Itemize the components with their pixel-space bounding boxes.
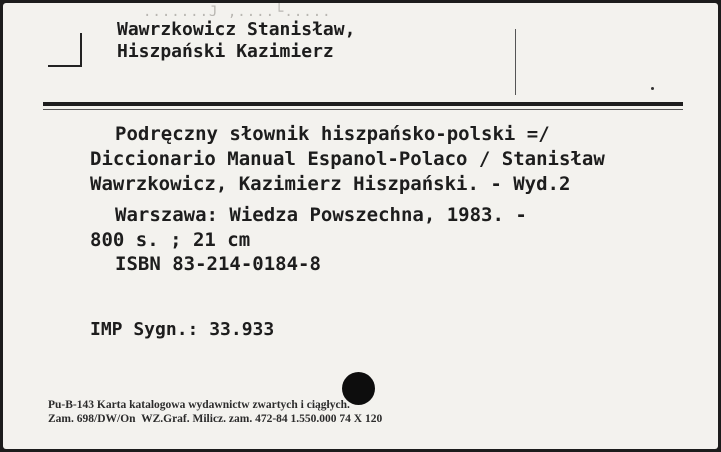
header-corner-mark-vertical (80, 33, 82, 67)
entry-title-line: Podręczny słownik hiszpańsko-polski =/ (115, 123, 550, 145)
entry-isbn: ISBN 83-214-0184-8 (115, 253, 321, 275)
header-divider (515, 29, 516, 95)
ink-dot (651, 87, 654, 90)
call-number: IMP Sygn.: 33.933 (90, 319, 275, 340)
entry-publication-line: Warszawa: Wiedza Powszechna, 1983. - (115, 204, 527, 226)
bleed-through-text: .......J ,....└..... (143, 4, 332, 20)
catalog-card (3, 3, 718, 449)
author-line-2: Hiszpański Kazimierz (117, 41, 334, 62)
header-corner-mark-horizontal (48, 65, 82, 67)
header-rule-thick (43, 102, 683, 106)
entry-physical-description: 800 s. ; 21 cm (90, 229, 251, 251)
entry-parallel-title-line: Diccionario Manual Espanol-Polaco / Stanisław (90, 148, 605, 170)
header-rule-thin (43, 109, 683, 110)
footer-printer-line-2: Zam. 698/DW/On WZ.Graf. Milicz. zam. 472-84 1.550.000 74 X 120 (48, 413, 383, 425)
author-heading (117, 19, 355, 63)
author-line-1: Wawrzkowicz Stanisław, (117, 19, 356, 40)
footer-printer-line-1: Pu-B-143 Karta katalogowa wydawnictw zwartych i ciągłych. (48, 399, 350, 411)
entry-responsibility-line: Wawrzkowicz, Kazimierz Hiszpański. - Wyd.2 (90, 173, 571, 195)
